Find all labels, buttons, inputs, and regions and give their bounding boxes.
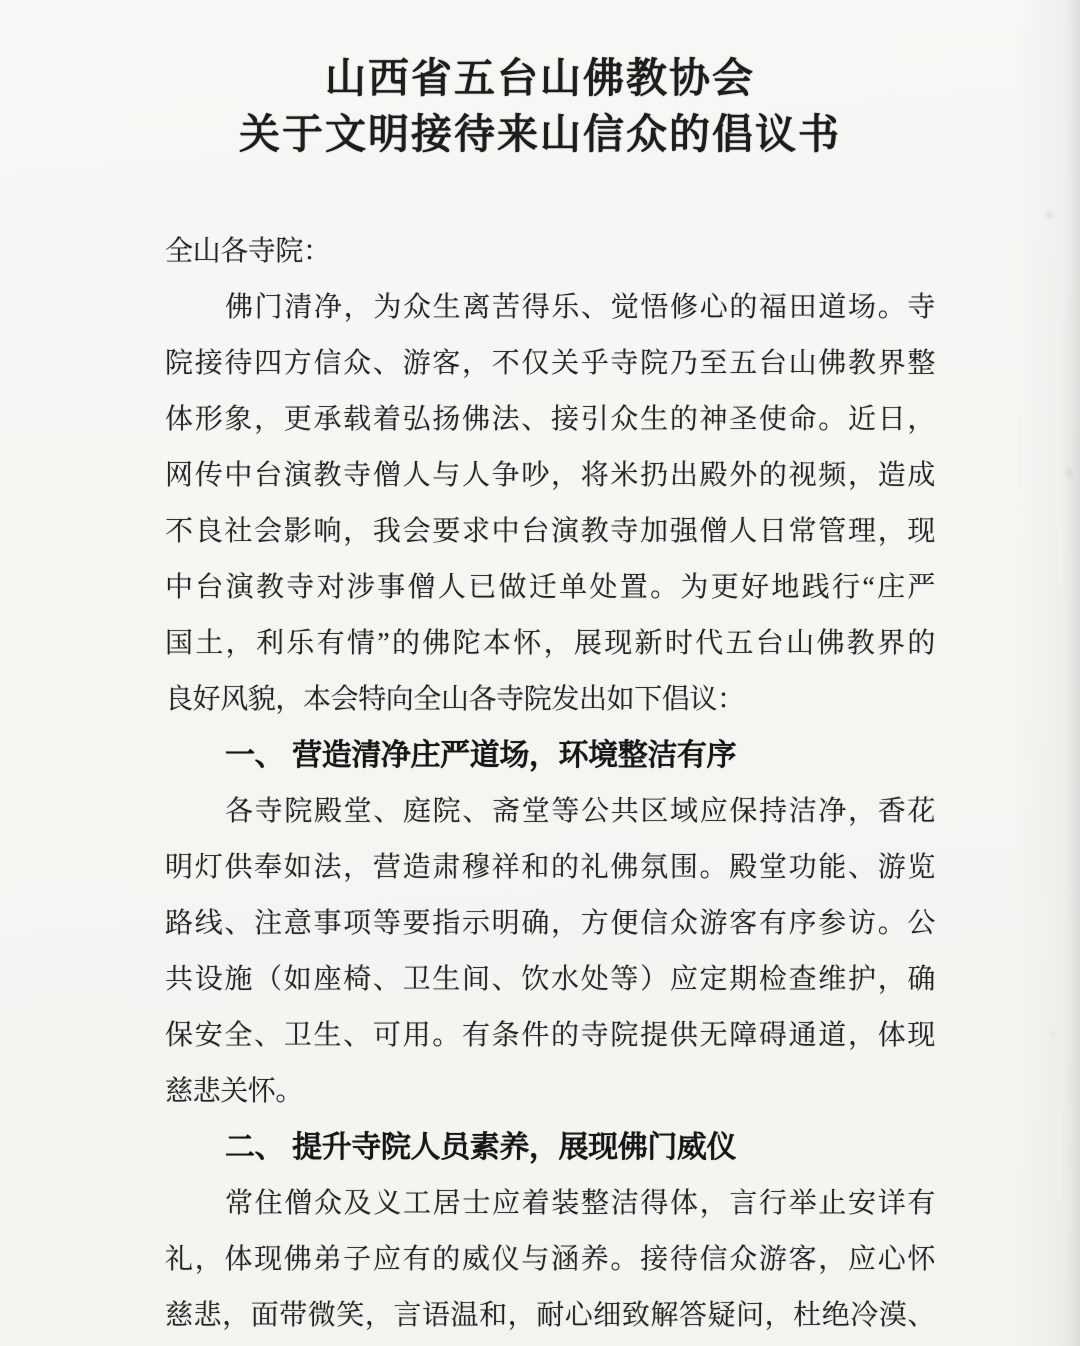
text-line: 路线、注意事项等要指示明确，方便信众游客有序参访。公	[165, 908, 935, 939]
salutation: 全山各寺院：	[165, 236, 331, 267]
text-line: 慈悲，面带微笑，言语温和，耐心细致解答疑问，杜绝冷漠、	[165, 1300, 935, 1331]
text-line: 各寺院殿堂、庭院、斋堂等公共区域应保持洁净，香花	[225, 796, 935, 827]
section-heading: 二、 提升寺院人员素养，展现佛门威仪	[225, 1131, 737, 1164]
document-title	[0, 0, 1080, 162]
text-line: 明灯供奉如法，营造肃穆祥和的礼佛氛围。殿堂功能、游览	[165, 852, 935, 883]
document-title-line-1: 山西省五台山佛教协会	[325, 55, 755, 101]
text-line: 佛门清净，为众生离苦得乐、觉悟修心的福田道场。寺	[225, 292, 935, 323]
text-line: 良好风貌，本会特向全山各寺院发出如下倡议：	[165, 684, 745, 715]
text-line: 慈悲关怀。	[165, 1076, 304, 1107]
scan-edge-shadow	[1062, 0, 1080, 1346]
text-line: 不良社会影响，我会要求中台演教寺加强僧人日常管理，现	[165, 516, 935, 547]
scan-smudge	[1050, 1032, 1055, 1037]
text-line: 中台演教寺对涉事僧人已做迁单处置。为更好地践行“庄严	[165, 572, 935, 603]
text-line: 保安全、卫生、可用。有条件的寺院提供无障碍通道，体现	[165, 1020, 935, 1051]
text-line: 国土，利乐有情”的佛陀本怀，展现新时代五台山佛教界的	[165, 628, 935, 659]
scan-smudge	[1066, 468, 1072, 478]
document-body	[165, 224, 935, 1344]
text-line: 常住僧众及义工居士应着装整洁得体，言行举止安详有	[225, 1188, 935, 1219]
text-line: 体形象，更承载着弘扬佛法、接引众生的神圣使命。近日，	[165, 404, 935, 435]
section-heading: 一、 营造清净庄严道场，环境整洁有序	[225, 739, 737, 772]
scan-smudge	[1046, 212, 1053, 217]
text-line: 礼，体现佛弟子应有的威仪与涵养。接待信众游客，应心怀	[165, 1244, 935, 1275]
text-line: 共设施（如座椅、卫生间、饮水处等）应定期检查维护，确	[165, 964, 935, 995]
document-title-line-2: 关于文明接待来山信众的倡议书	[239, 111, 841, 157]
text-line: 网传中台演教寺僧人与人争吵，将米扔出殿外的视频，造成	[165, 460, 935, 491]
text-line: 院接待四方信众、游客，不仅关乎寺院乃至五台山佛教界整	[165, 348, 935, 379]
